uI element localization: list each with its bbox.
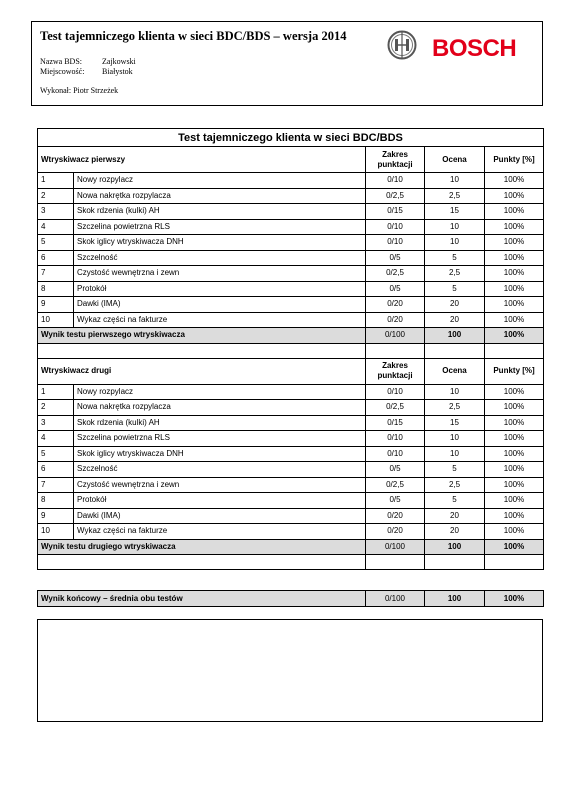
row-range: 0/5 <box>366 462 425 478</box>
injector2-total-score: 100 <box>425 539 485 555</box>
table-row <box>38 281 544 297</box>
row-points: 100% <box>485 188 544 204</box>
final-result-score: 100 <box>425 591 485 607</box>
table-row <box>38 235 544 251</box>
row-range: 0/10 <box>366 235 425 251</box>
row-number: 10 <box>38 312 74 328</box>
row-number: 5 <box>38 235 74 251</box>
bds-name-row <box>40 57 136 66</box>
bds-name-value: Zajkowski <box>102 57 136 66</box>
row-number: 8 <box>38 281 74 297</box>
row-criterion: Skok rdzenia (kulki) AH <box>74 415 366 431</box>
row-number: 1 <box>38 384 74 400</box>
injector1-total-score: 100 <box>425 328 485 344</box>
row-points: 100% <box>485 477 544 493</box>
table-row <box>38 400 544 416</box>
row-range: 0/10 <box>366 384 425 400</box>
row-criterion: Wykaz części na fakturze <box>74 312 366 328</box>
row-score: 2,5 <box>425 400 485 416</box>
row-score: 5 <box>425 250 485 266</box>
row-points: 100% <box>485 250 544 266</box>
final-result-range: 0/100 <box>366 591 425 607</box>
row-criterion: Nowy rozpylacz <box>74 384 366 400</box>
row-score: 10 <box>425 446 485 462</box>
row-score: 15 <box>425 204 485 220</box>
table-row <box>38 524 544 540</box>
row-criterion: Skok iglicy wtryskiwacza DNH <box>74 446 366 462</box>
final-result-table <box>37 590 544 607</box>
spacer-row <box>38 343 544 358</box>
row-number: 1 <box>38 173 74 189</box>
row-score: 2,5 <box>425 188 485 204</box>
evaluation-table <box>37 128 544 570</box>
row-points: 100% <box>485 493 544 509</box>
row-points: 100% <box>485 297 544 313</box>
bosch-brand-wordmark: BOSCH <box>432 35 517 62</box>
injector2-total-row <box>38 539 544 555</box>
spacer-row <box>38 555 544 570</box>
table-row <box>38 188 544 204</box>
table-row <box>38 250 544 266</box>
row-points: 100% <box>485 281 544 297</box>
row-criterion: Dawki (IMA) <box>74 297 366 313</box>
row-score: 10 <box>425 219 485 235</box>
row-points: 100% <box>485 266 544 282</box>
row-range: 0/10 <box>366 446 425 462</box>
row-range: 0/5 <box>366 493 425 509</box>
row-number: 3 <box>38 415 74 431</box>
notes-box <box>37 619 543 722</box>
injector1-total-row <box>38 328 544 344</box>
table-row <box>38 446 544 462</box>
bds-name-label: Nazwa BDS: <box>40 57 82 66</box>
injector2-total-range: 0/100 <box>366 539 425 555</box>
bosch-armature-logo-icon <box>387 30 417 60</box>
row-points: 100% <box>485 415 544 431</box>
row-score: 5 <box>425 493 485 509</box>
table-row <box>38 173 544 189</box>
row-range: 0/10 <box>366 219 425 235</box>
table-title: Test tajemniczego klienta w sieci BDC/BDS <box>38 129 544 147</box>
table-row <box>38 477 544 493</box>
row-score: 10 <box>425 235 485 251</box>
table-row <box>38 508 544 524</box>
city-value: Białystok <box>102 67 133 76</box>
row-criterion: Wykaz części na fakturze <box>74 524 366 540</box>
table-row <box>38 493 544 509</box>
row-score: 10 <box>425 431 485 447</box>
row-score: 10 <box>425 384 485 400</box>
row-range: 0/20 <box>366 508 425 524</box>
final-result-label: Wynik końcowy – średnia obu testów <box>38 591 366 607</box>
injector2-total-label: Wynik testu drugiego wtryskiwacza <box>38 539 366 555</box>
injector1-rows <box>38 173 544 328</box>
injector1-heading: Wtryskiwacz pierwszy <box>38 147 366 173</box>
row-range: 0/20 <box>366 312 425 328</box>
final-result-row <box>38 591 544 607</box>
report-header <box>31 21 543 106</box>
injector1-header-row <box>38 147 544 173</box>
injector2-total-points: 100% <box>485 539 544 555</box>
row-range: 0/15 <box>366 204 425 220</box>
row-score: 20 <box>425 508 485 524</box>
table-row <box>38 431 544 447</box>
row-criterion: Czystość wewnętrzna i zewn <box>74 477 366 493</box>
report-title: Test tajemniczego klienta w sieci BDC/BDS – wersja 2014 <box>40 29 347 43</box>
row-criterion: Skok iglicy wtryskiwacza DNH <box>74 235 366 251</box>
row-points: 100% <box>485 235 544 251</box>
row-criterion: Dawki (IMA) <box>74 508 366 524</box>
column-range-header: Zakres punktacji <box>366 358 425 384</box>
row-points: 100% <box>485 173 544 189</box>
column-score-header: Ocena <box>425 358 485 384</box>
column-points-header: Punkty [%] <box>485 358 544 384</box>
row-score: 20 <box>425 312 485 328</box>
table-row <box>38 384 544 400</box>
row-range: 0/2,5 <box>366 266 425 282</box>
row-score: 20 <box>425 297 485 313</box>
row-number: 4 <box>38 431 74 447</box>
row-number: 5 <box>38 446 74 462</box>
table-row <box>38 415 544 431</box>
table-row <box>38 219 544 235</box>
final-result-points: 100% <box>485 591 544 607</box>
injector2-header-row <box>38 358 544 384</box>
row-score: 15 <box>425 415 485 431</box>
table-row <box>38 297 544 313</box>
table-row <box>38 266 544 282</box>
row-number: 10 <box>38 524 74 540</box>
row-range: 0/20 <box>366 297 425 313</box>
performer-label: Wykonał: Piotr Strzeżek <box>40 86 119 95</box>
city-label: Miejscowość: <box>40 67 85 76</box>
row-range: 0/10 <box>366 173 425 189</box>
row-criterion: Nowa nakrętka rozpylacza <box>74 188 366 204</box>
column-range-header: Zakres punktacji <box>366 147 425 173</box>
row-range: 0/5 <box>366 250 425 266</box>
row-score: 5 <box>425 281 485 297</box>
injector2-rows <box>38 384 544 539</box>
row-criterion: Szczelina powietrzna RLS <box>74 431 366 447</box>
row-points: 100% <box>485 204 544 220</box>
row-points: 100% <box>485 219 544 235</box>
table-title-row <box>38 129 544 147</box>
column-score-header: Ocena <box>425 147 485 173</box>
row-range: 0/15 <box>366 415 425 431</box>
row-number: 3 <box>38 204 74 220</box>
row-criterion: Szczelność <box>74 462 366 478</box>
row-number: 6 <box>38 462 74 478</box>
row-score: 10 <box>425 173 485 189</box>
row-score: 2,5 <box>425 477 485 493</box>
row-range: 0/2,5 <box>366 477 425 493</box>
row-score: 5 <box>425 462 485 478</box>
row-criterion: Szczelina powietrzna RLS <box>74 219 366 235</box>
row-number: 2 <box>38 188 74 204</box>
row-points: 100% <box>485 524 544 540</box>
row-range: 0/2,5 <box>366 188 425 204</box>
injector1-total-label: Wynik testu pierwszego wtryskiwacza <box>38 328 366 344</box>
row-number: 9 <box>38 297 74 313</box>
row-points: 100% <box>485 312 544 328</box>
row-range: 0/20 <box>366 524 425 540</box>
row-points: 100% <box>485 431 544 447</box>
row-criterion: Czystość wewnętrzna i zewn <box>74 266 366 282</box>
row-number: 9 <box>38 508 74 524</box>
row-criterion: Nowa nakrętka rozpylacza <box>74 400 366 416</box>
column-points-header: Punkty [%] <box>485 147 544 173</box>
injector2-heading: Wtryskiwacz drugi <box>38 358 366 384</box>
row-criterion: Protokół <box>74 493 366 509</box>
row-score: 20 <box>425 524 485 540</box>
row-number: 6 <box>38 250 74 266</box>
injector1-total-points: 100% <box>485 328 544 344</box>
row-criterion: Skok rdzenia (kulki) AH <box>74 204 366 220</box>
table-row <box>38 312 544 328</box>
table-row <box>38 204 544 220</box>
row-range: 0/5 <box>366 281 425 297</box>
row-number: 8 <box>38 493 74 509</box>
row-points: 100% <box>485 508 544 524</box>
city-row <box>40 67 133 76</box>
row-criterion: Szczelność <box>74 250 366 266</box>
row-range: 0/2,5 <box>366 400 425 416</box>
row-score: 2,5 <box>425 266 485 282</box>
row-number: 2 <box>38 400 74 416</box>
row-criterion: Protokół <box>74 281 366 297</box>
row-number: 7 <box>38 477 74 493</box>
row-points: 100% <box>485 400 544 416</box>
table-row <box>38 462 544 478</box>
injector1-total-range: 0/100 <box>366 328 425 344</box>
row-number: 7 <box>38 266 74 282</box>
row-range: 0/10 <box>366 431 425 447</box>
row-criterion: Nowy rozpylacz <box>74 173 366 189</box>
row-points: 100% <box>485 446 544 462</box>
row-points: 100% <box>485 462 544 478</box>
row-points: 100% <box>485 384 544 400</box>
row-number: 4 <box>38 219 74 235</box>
